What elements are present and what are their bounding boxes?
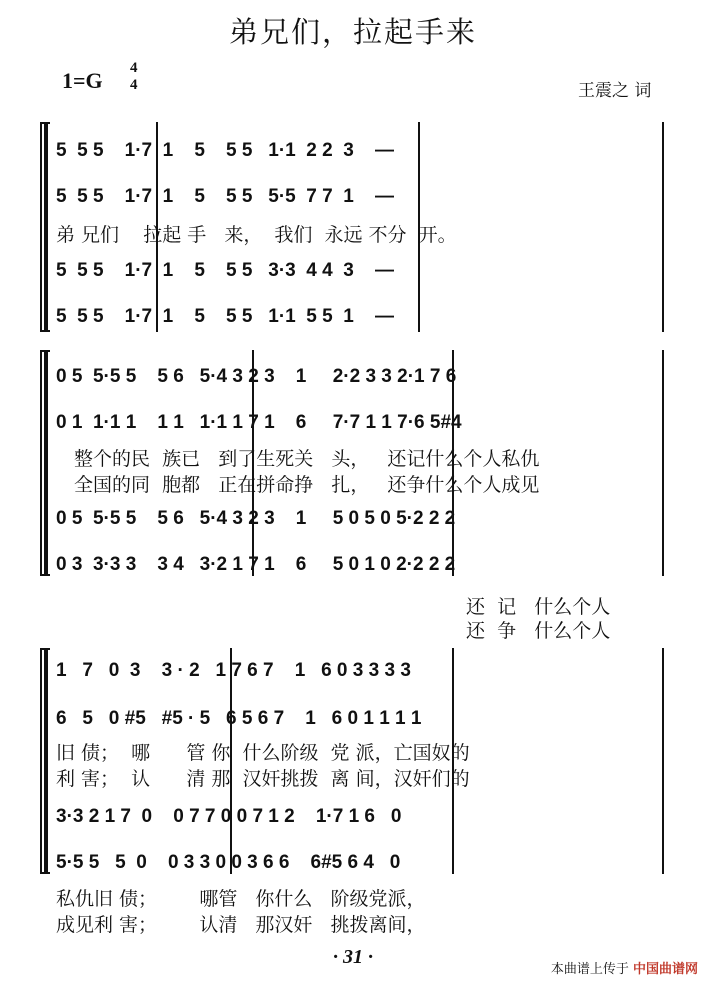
music-line-tenor: 3·3 2 1 7 0 0 7 7 0 0 7 1 2 1·7 1 6 0: [56, 806, 402, 827]
footer-brand-logo: 中国曲谱网: [632, 962, 698, 977]
lyric-line: 还 记 什么个人: [466, 596, 611, 618]
system-brace: [40, 122, 50, 332]
lyric-line: 利 害； 认 清 那 汉奸挑拨 离 间，汉奸们的: [56, 768, 470, 790]
lyric-line: 还 争 什么个人: [466, 620, 611, 642]
barline: [662, 648, 664, 874]
source-footer: [551, 958, 698, 977]
music-line-bass: 5 5 5 1·7 1 5 5 5 1·1 5 5 1 —: [56, 306, 394, 327]
lyricist-credit: 王震之 词: [578, 81, 652, 101]
music-line-tenor: 5 5 5 1·7 1 5 5 5 3·3 4 4 3 —: [56, 260, 394, 281]
time-signature-bottom: 4: [130, 77, 138, 93]
music-line-soprano: 1 7 0 3 3 · 2 1 7 6 7 1 6 0 3 3 3 3: [56, 660, 411, 681]
lyric-line: 旧 债； 哪 管 你 什么阶级 党 派，亡国奴的: [56, 742, 470, 764]
lyric-line: 整个的民 族已 到了生死关 头， 还记什么个人私仇: [74, 448, 540, 470]
music-line-bass: 5·5 5 5 0 0 3 3 0 0 3 6 6 6#5 6 4 0: [56, 852, 401, 873]
lyric-line: 全国的同 胞都 正在拼命挣 扎， 还争什么个人成见: [74, 474, 540, 496]
music-line-tenor: 0 5 5·5 5 5 6 5·4 3 2 3 1 5 0 5 0 5·2 2 2: [56, 508, 456, 529]
key-signature: 1=G: [62, 68, 103, 93]
lyric-line: 弟 兄们 拉起 手 来， 我们 永远 不分 开。: [56, 224, 457, 246]
music-line-alto: 5 5 5 1·7 1 5 5 5 5·5 7 7 1 —: [56, 186, 394, 207]
time-signature-top: 4: [130, 60, 138, 76]
music-line-soprano: 0 5 5·5 5 5 6 5·4 3 2 3 1 2·2 3 3 2·1 7 6: [56, 366, 457, 387]
song-title: 弟兄们，拉起手来: [228, 15, 477, 49]
footer-text: 本曲谱上传于: [550, 962, 629, 977]
time-signature: [130, 60, 138, 94]
music-line-alto: 6 5 0 #5 #5 · 5 6 5 6 7 1 6 0 1 1 1 1: [56, 708, 422, 729]
lyric-line: 成见利 害； 认清 那汉奸 挑拨离间，: [56, 914, 426, 936]
system-brace: [40, 350, 50, 576]
system-brace: [40, 648, 50, 874]
music-line-alto: 0 1 1·1 1 1 1 1·1 1 7 1 6 7·7 1 1 7·6 5#4: [56, 412, 462, 433]
music-line-bass: 0 3 3·3 3 3 4 3·2 1 7 1 6 5 0 1 0 2·2 2 2: [56, 554, 456, 575]
music-line-soprano: 5 5 5 1·7 1 5 5 5 1·1 2 2 3 —: [56, 140, 394, 161]
barline: [662, 350, 664, 576]
page-number: · 31 ·: [333, 946, 373, 968]
barline: [662, 122, 664, 332]
lyric-line: 私仇旧 债； 哪管 你什么 阶级党派，: [56, 888, 426, 910]
